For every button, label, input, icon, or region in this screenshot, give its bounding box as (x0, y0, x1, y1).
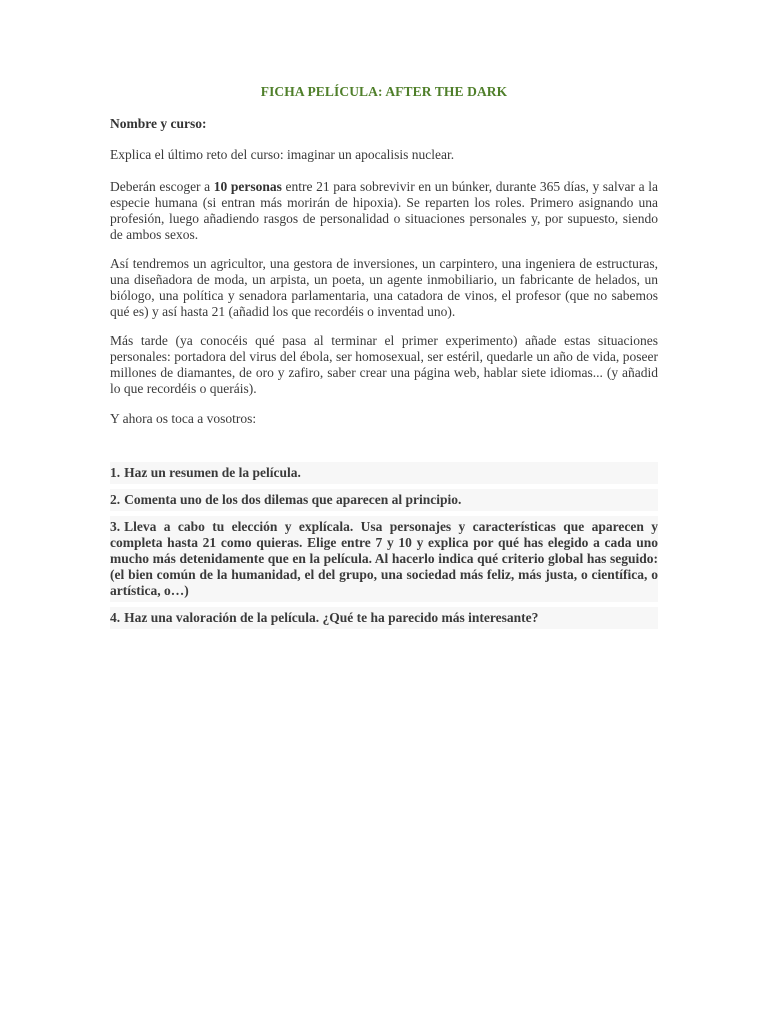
selection-count-bold: 10 personas (213, 179, 282, 194)
question-number: 1. (110, 465, 121, 480)
selection-text-start: Deberán escoger a (110, 179, 214, 194)
question-number: 4. (110, 610, 121, 625)
question-number: 3. (110, 519, 121, 534)
question-item (110, 607, 658, 629)
questions-list (110, 462, 658, 634)
question-text: Haz una valoración de la película. ¿Qué te ha parecido más interesante? (124, 610, 539, 625)
selection-paragraph (110, 179, 658, 243)
your-turn-paragraph: Y ahora os toca a vosotros: (110, 411, 257, 426)
situations-paragraph: Más tarde (ya conocéis qué pasa al terminar el primer experimento) añade estas situaciones personales: portadora del virus del ébola, ser homosexual, ser estéril, quedarle un año de vida, poseer millones de diamantes, de oro y zafiro, saber crear una página web, hablar siete idiomas... (y añadid lo que recordéis o queráis). (110, 333, 658, 396)
name-course-label: Nombre y curso: (110, 116, 207, 131)
roles-paragraph: Así tendremos un agricultor, una gestora de inversiones, un carpintero, una ingeniera de estructuras, una diseñadora de moda, un arpista, un poeta, un agente inmobiliario, un fabricante de helados, un biólogo, una política y senadora parlamentaria, una catadora de vinos, el profesor (que no sabemos qué es) y así hasta 21 (añadid los que recordéis o inventad uno). (110, 256, 658, 319)
question-number: 2. (110, 492, 121, 507)
question-text: Haz un resumen de la película. (124, 465, 301, 480)
question-item (110, 462, 658, 484)
document-title: FICHA PELÍCULA: AFTER THE DARK (260, 84, 508, 99)
selection-text-end: entre 21 para sobrevivir en un búnker, durante 365 días, y salvar a la especie humana (si entran más morirán de hipoxia). Se reparten los roles. Primero asignando una profesión, luego añadiendo rasgos de personalidad o situaciones personales y, por supuesto, siendo de ambos sexos. (110, 179, 658, 242)
question-text: Lleva a cabo tu elección y explícala. Usa personajes y características que aparecen y completa hasta 21 como quieras. Elige entre 7 y 10 y explica por qué has elegido a cada uno mucho más detenidamente que en la película. Al hacerlo indica qué criterio global has seguido: (el bien común de la humanidad, el del grupo, una sociedad más feliz, más justa, o científica, o artística, o…) (110, 519, 658, 598)
question-text: Comenta uno de los dos dilemas que aparecen al principio. (124, 492, 462, 507)
intro-paragraph: Explica el último reto del curso: imaginar un apocalisis nuclear. (110, 147, 455, 162)
question-item (110, 489, 658, 511)
question-item (110, 516, 658, 602)
